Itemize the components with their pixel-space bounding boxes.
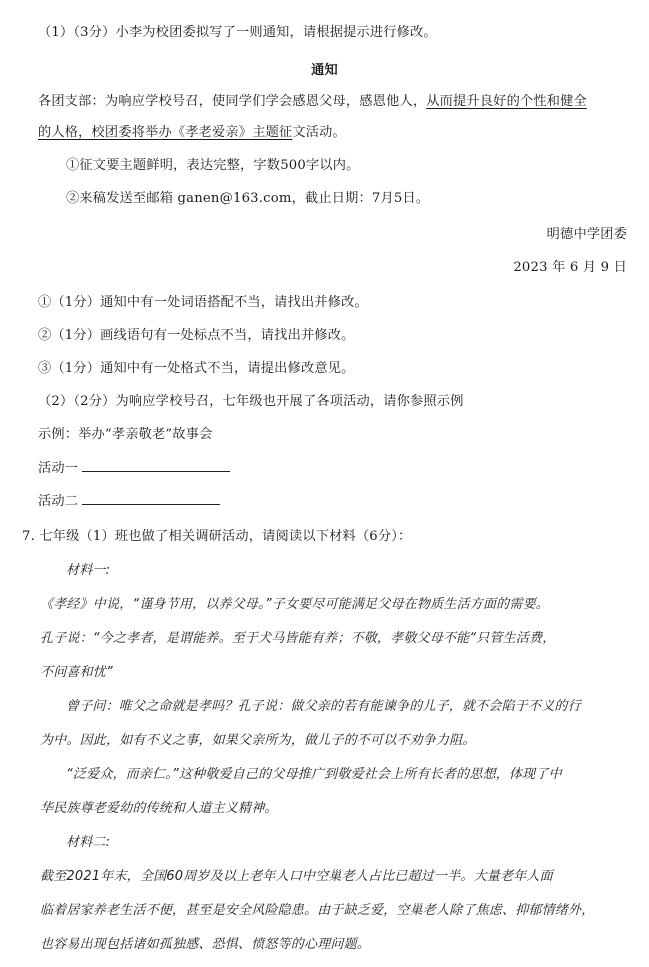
notice-title: 通知 [311, 63, 338, 78]
activity-2-label: 活动二 [38, 494, 79, 509]
material-1-para-4-line-2: 华民族尊老爱幼的传统和人道主义精神。 [40, 801, 278, 816]
material-1-para-3-line-2: 为中。因此，如有不义之事，如果父亲所为，做儿子的不可以不劝争力阻。 [40, 733, 476, 748]
notice-body-line1 [38, 93, 587, 111]
material-1-para-2-line-1: 孔子说：“今之孝者，是谓能养。至于犬马皆能有养；不敬，孝敬父母不能“只管生活费， [40, 631, 556, 646]
material-1-para-3-line-1: 曾子问：唯父之命就是孝吗？孔子说：做父亲的若有能谏争的儿子，就不会陷于不义的行 [66, 699, 581, 714]
material-1-para-1: 《孝经》中说，“谨身节用，以养父母。”子女要尽可能满足父母在物质生活方面的需要。 [40, 597, 549, 612]
q2-example: 示例：举办“孝亲敬老”故事会 [38, 427, 213, 442]
material-2-title: 材料二: [66, 835, 111, 850]
activity-1-label: 活动一 [38, 461, 79, 476]
q1-sub-question-2: ②（1分）画线语句有一处标点不当，请找出并修改。 [38, 328, 355, 343]
q1-header: （1）（3分）小李为校团委拟写了一则通知，请根据提示进行修改。 [38, 25, 437, 40]
activity-1-answer-blank[interactable] [82, 459, 230, 472]
material-2-line-2: 临着居家养老生活不便，甚至是安全风险隐患。由于缺乏爱，空巢老人除了焦虑、抑郁情绪外， [40, 903, 595, 918]
material-1-para-4-line-1: “泛爱众，而亲仁。”这种敬爱自己的父母推广到敬爱社会上所有长者的思想，体现了中 [66, 767, 562, 782]
notice-signature: 明德中学团委 [546, 227, 627, 242]
notice-underlined-sentence-part1: 从而提升良好的个性和健全 [426, 94, 587, 109]
notice-item-1: ①征文要主题鲜明，表达完整，字数500字以内。 [66, 158, 360, 173]
notice-item-2: ②来稿发送至邮箱 ganen@163.com，截止日期：7月5日。 [66, 191, 430, 206]
notice-date: 2023 年 6 月 9 日 [513, 260, 627, 275]
material-1-para-2-line-2: 不问喜和忧” [40, 665, 113, 680]
notice-underlined-sentence-part2: 的人格，校团委将举办《孝老爱亲》主题征 [38, 125, 293, 140]
activity-1-row [38, 459, 230, 478]
activity-2-answer-blank[interactable] [82, 492, 220, 505]
material-2-line-3: 也容易出现包括诸如孤独感、恐惧、愤怒等的心理问题。 [40, 937, 371, 952]
notice-body-line1-plain: 各团支部：为响应学校号召，使同学们学会感恩父母，感恩他人， [38, 94, 427, 109]
material-2-line-1: 截至2021年末，全国60周岁及以上老年人口中空巢老人占比已超过一半。大量老年人面 [40, 869, 553, 884]
q1-sub-question-1: ①（1分）通知中有一处词语搭配不当，请找出并修改。 [38, 295, 368, 310]
q2-header: （2）（2分）为响应学校号召，七年级也开展了各项活动，请你参照示例 [38, 394, 464, 409]
material-1-title: 材料一: [66, 563, 111, 578]
activity-2-row [38, 492, 220, 511]
notice-body-line2 [38, 124, 346, 142]
q1-sub-question-3: ③（1分）通知中有一处格式不当，请提出修改意见。 [38, 361, 355, 376]
notice-body-line2-plain: 文活动。 [292, 125, 346, 140]
q7-header: 7. 七年级（1）班也做了相关调研活动，请阅读以下材料（6分）： [22, 529, 412, 544]
